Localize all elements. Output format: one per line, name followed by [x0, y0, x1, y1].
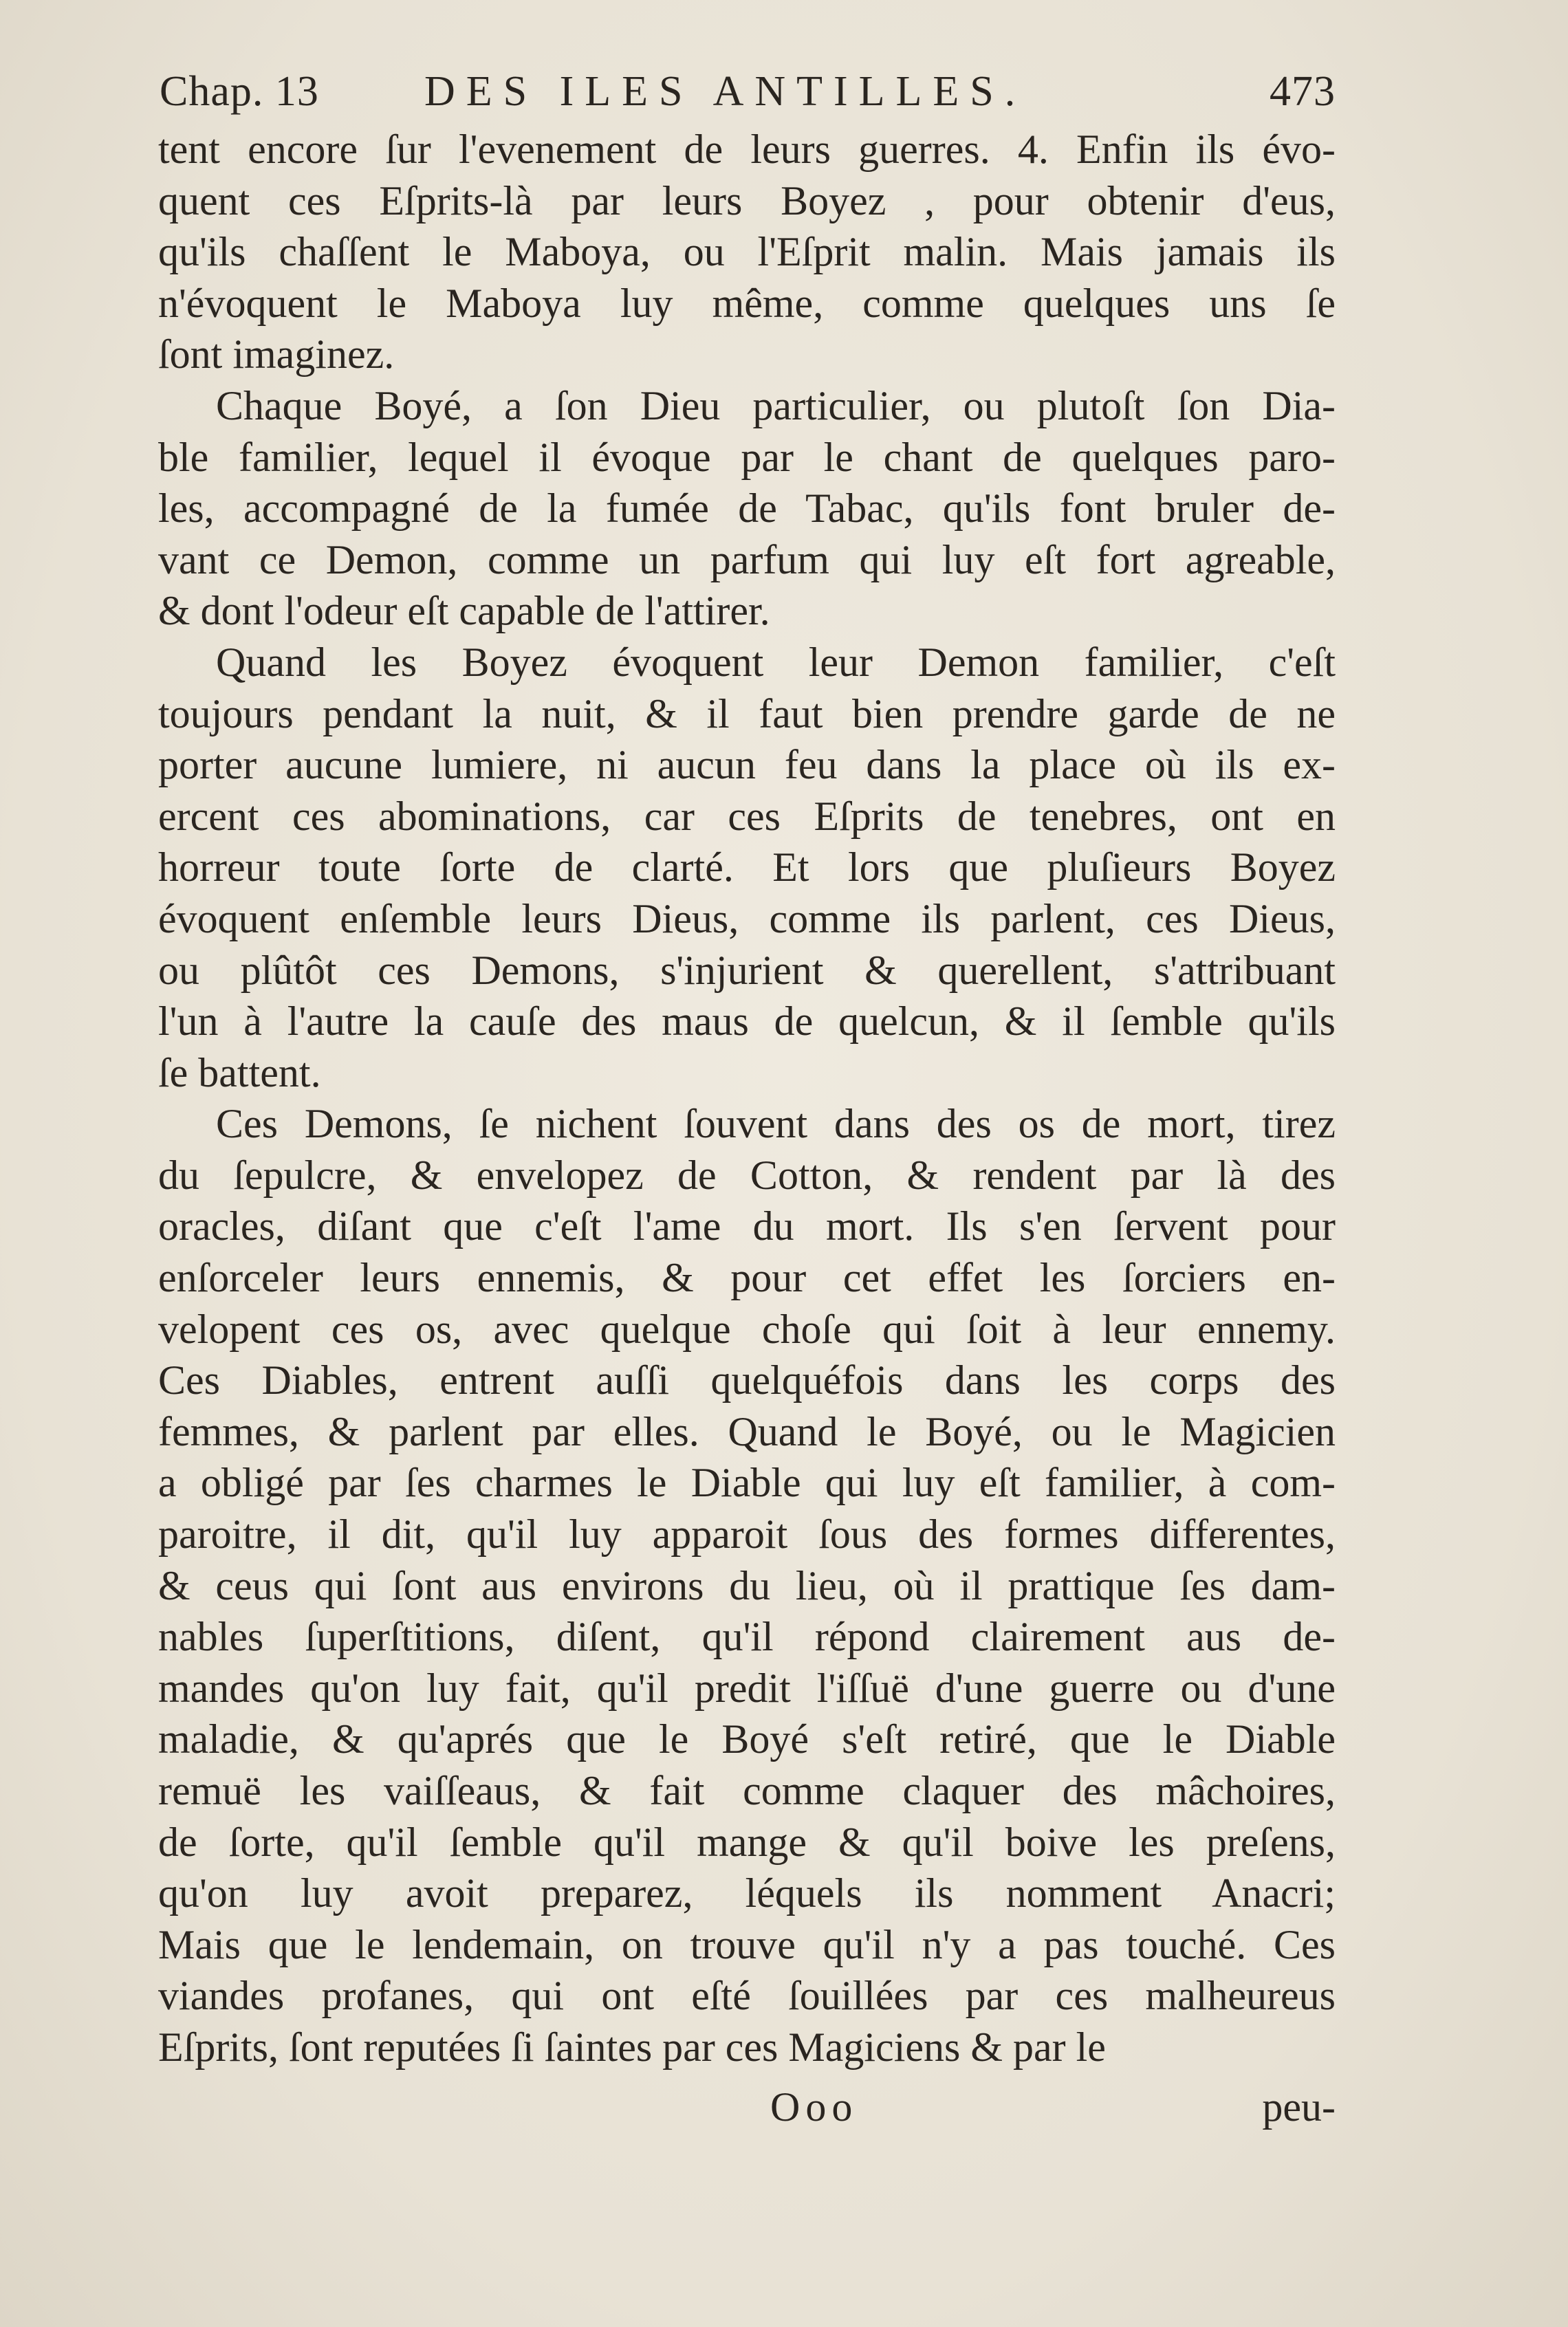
signature-mark: Ooo [770, 2084, 858, 2130]
text-line: qu'ils chaſſent le Maboya, ou l'Eſprit malin. Mais jamais ils [158, 229, 1336, 275]
paragraph [158, 124, 1336, 380]
paragraph [158, 637, 1336, 1098]
text-line: de ſorte, qu'il ſemble qu'il mange & qu'il boive les preſens, [158, 1819, 1336, 1865]
text-line: & ceus qui ſont aus environs du lieu, où il prattique ſes dam- [158, 1562, 1336, 1608]
text-line: toujours pendant la nuit, & il faut bien prendre garde de ne [158, 690, 1336, 736]
text-line: Eſprits, ſont reputées ſi ſaintes par ces Magiciens & par le [158, 2024, 1106, 2070]
text-line: enſorceler leurs ennemis, & pour cet effet les ſorciers en- [158, 1255, 1336, 1301]
text-line: ſont imaginez. [158, 331, 395, 378]
catchword: peu- [1262, 2084, 1336, 2130]
text-line: les, accompagné de la fumée de Tabac, qu'ils font bruler de- [158, 485, 1336, 532]
text-line: nables ſuperſtitions, diſent, qu'il répond clairement aus de- [158, 1614, 1336, 1660]
text-line: horreur toute ſorte de clarté. Et lors que pluſieurs Boyez [158, 844, 1336, 891]
text-line: ercent ces abominations, car ces Eſprits de tenebres, ont en [158, 793, 1336, 839]
text-line: tent encore ſur l'evenement de leurs guerres. 4. Enfin ils évo- [158, 127, 1336, 172]
paragraph [158, 380, 1336, 637]
text-line: & dont l'odeur eſt capable de l'attirer. [158, 588, 770, 634]
text-line: quent ces Eſprits-là par leurs Boyez , pour obtenir d'eus, [158, 177, 1336, 223]
text-line: viandes profanes, qui ont eſté ſouillées par ces malheureus [158, 1973, 1336, 2019]
text-line: qu'on luy avoit preparez, léquels ils nomment Anacri; [158, 1870, 1336, 1916]
text-line: du ſepulcre, & envelopez de Cotton, & rendent par là des [158, 1152, 1336, 1198]
text-line: remuë les vaiſſeaus, & fait comme claquer des mâchoires, [158, 1768, 1336, 1813]
text-line: évoquent enſemble leurs Dieus, comme ils parlent, ces Dieus, [158, 895, 1336, 941]
text-line: Chaque Boyé, a ſon Dieu particulier, ou plutoſt ſon Dia- [216, 382, 1336, 428]
text-line: femmes, & parlent par elles. Quand le Boyé, ou le Magicien [158, 1408, 1336, 1454]
paragraph [158, 1098, 1336, 2073]
body-text [158, 124, 1336, 2073]
text-line: Quand les Boyez évoquent leur Demon familier, c'eſt [216, 639, 1336, 685]
text-line: porter aucune lumiere, ni aucun feu dans la place où ils ex- [158, 742, 1336, 788]
running-header [160, 67, 1336, 129]
text-line: oracles, diſant que c'eſt l'ame du mort. Ils s'en ſervent pour [158, 1203, 1336, 1249]
text-line: ſe battent. [158, 1049, 321, 1095]
text-line: maladie, & qu'aprés que le Boyé s'eſt retiré, que le Diable [158, 1716, 1336, 1762]
chapter-label: Chap. 13 [160, 68, 319, 115]
text-line: ou plûtôt ces Demons, s'injurient & querellent, s'attribuant [158, 947, 1336, 993]
text-line: velopent ces os, avec quelque choſe qui ſoit à leur ennemy. [158, 1306, 1336, 1352]
text-line: Ces Demons, ſe nichent ſouvent dans des os de mort, tirez [216, 1101, 1336, 1147]
text-line: a obligé par ſes charmes le Diable qui luy eſt familier, à com- [158, 1460, 1336, 1506]
text-line: mandes qu'on luy fait, qu'il predit l'iſſuë d'une guerre ou d'une [158, 1665, 1336, 1711]
text-line: ble familier, lequel il évoque par le chant de quelques paro- [158, 434, 1336, 480]
text-line: n'évoquent le Maboya luy même, comme quelques uns ſe [158, 280, 1336, 326]
text-line: l'un à l'autre la cauſe des maus de quelcun, & il ſemble qu'ils [158, 998, 1336, 1045]
text-line: Ces Diables, entrent auſſi quelquéfois dans les corps des [158, 1357, 1336, 1403]
text-line: paroitre, il dit, qu'il luy apparoit ſous des formes differentes, [158, 1511, 1336, 1558]
text-line: vant ce Demon, comme un parfum qui luy eſt fort agreable, [158, 536, 1336, 582]
page-footer [158, 2084, 1336, 2139]
text-line: Mais que le lendemain, on trouve qu'il n'y a pas touché. Ces [158, 1921, 1336, 1967]
running-title: DES ILES ANTILLES. [424, 68, 1027, 115]
page-number: 473 [1270, 68, 1336, 115]
